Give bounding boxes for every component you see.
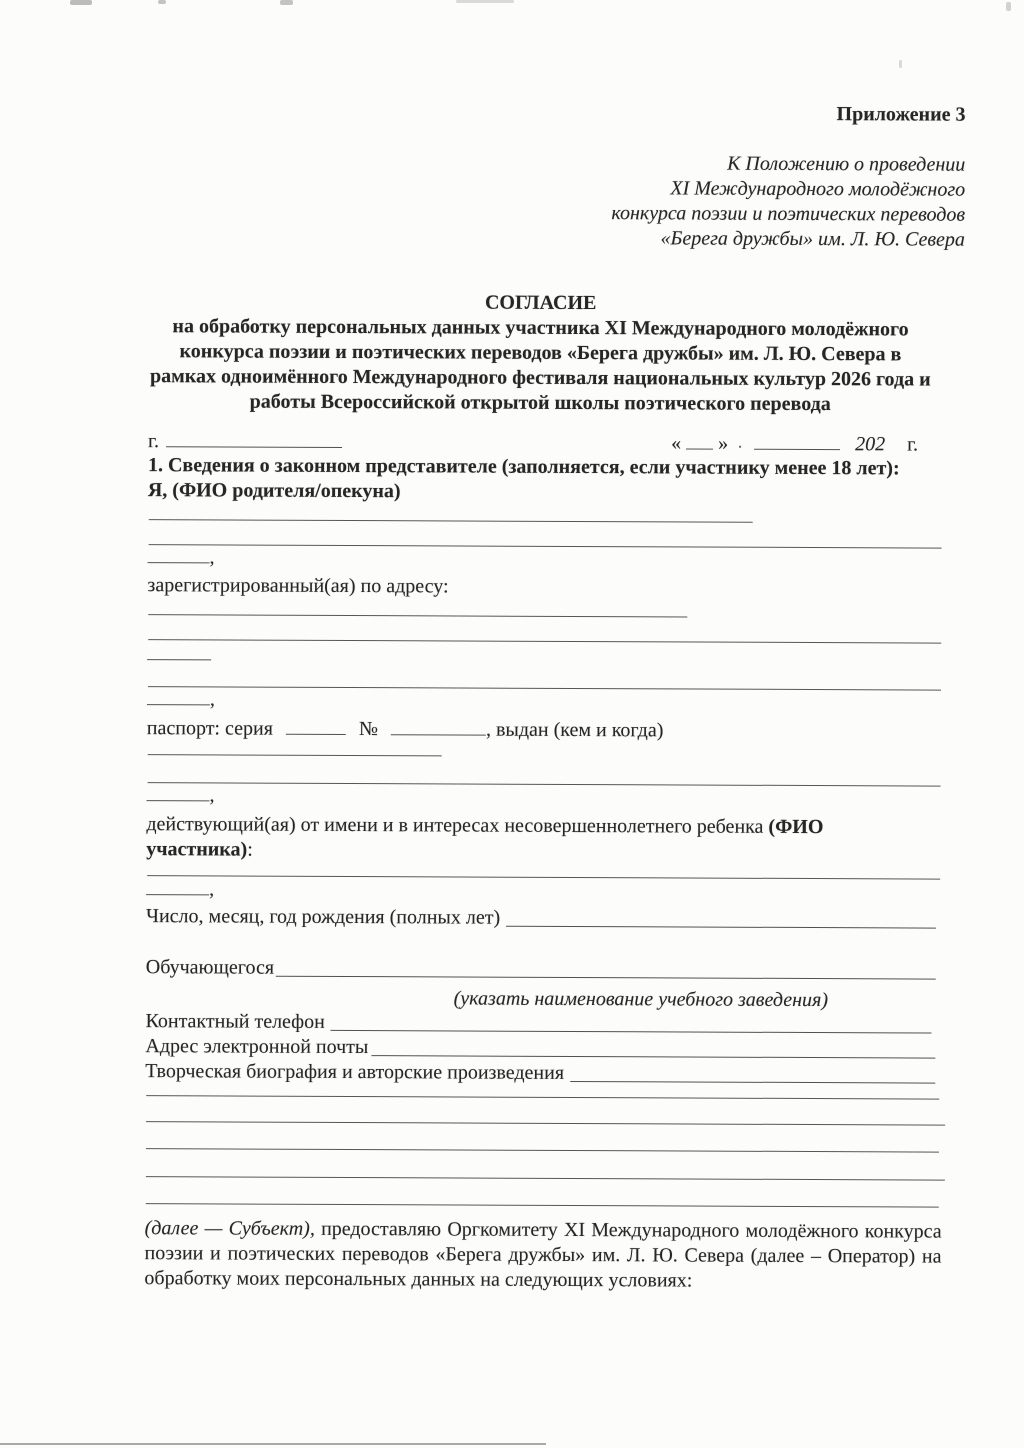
short-fill-row <box>146 877 214 901</box>
phone-label: Контактный телефон <box>145 1010 325 1033</box>
colon: : <box>247 838 253 861</box>
short-fill-line <box>148 560 210 563</box>
closing-paragraph <box>144 1216 941 1294</box>
short-fill-line <box>146 892 209 895</box>
fill-in-line <box>148 614 687 617</box>
registered-address-label: зарегистрированный(ая) по адресу: <box>147 574 449 598</box>
email-fill-line <box>371 1035 935 1058</box>
reference-line: «Берега дружбы» им. Л. Ю. Севера <box>660 227 966 251</box>
fill-in-line <box>148 754 442 756</box>
closing-body: предоставляю Оргкомитету XI Международного молодёжного конкурса поэзии и поэтических переводов «Берега дружбы» им. Л. Ю. Севера (далее – Оператор) на обработку моих персональных данных на следующих условиях: <box>144 1217 942 1292</box>
section1-heading: 1. Сведения о законном представителе (заполняется, если участнику менее 18 лет): <box>147 454 900 480</box>
comma: , <box>209 878 215 901</box>
acting-line <box>146 812 951 841</box>
bio-fill-line <box>570 1061 935 1084</box>
fill-in-line <box>149 519 753 523</box>
consent-title: СОГЛАСИЕ <box>484 291 597 315</box>
acting-paragraph <box>146 812 951 866</box>
short-fill-line <box>147 798 210 801</box>
consent-subtitle-line: работы Всероссийской открытой школы поэтического перевода <box>249 390 831 416</box>
consent-subtitle-line: конкурса поэзии и поэтических переводов «Берега дружбы» им. Л. Ю. Севера в <box>179 340 902 366</box>
closing-subject: (далее — Субъект), <box>144 1217 315 1240</box>
city-fill-line <box>166 444 342 448</box>
short-fill-line <box>147 702 210 705</box>
passport-issued-label: , выдан (кем и когда) <box>485 718 664 742</box>
reference-line: К Положению о проведении <box>727 152 966 176</box>
passport-row <box>147 716 664 742</box>
date-group <box>671 431 918 456</box>
reference-block <box>611 151 965 253</box>
passport-label: паспорт: серия <box>146 717 273 740</box>
birth-date-row <box>146 904 936 931</box>
bio-row <box>145 1059 935 1086</box>
fill-in-line <box>147 875 940 879</box>
date-quote-open: « <box>671 432 682 455</box>
acting-text: действующий(ая) от имени и в интересах несовершеннолетнего ребенка <box>146 813 764 838</box>
phone-row <box>145 1009 931 1036</box>
date-day-line <box>686 446 713 449</box>
passport-series-line <box>286 732 346 735</box>
date-month-line <box>754 447 840 450</box>
email-row <box>145 1034 935 1061</box>
acting-bold-text: (ФИО <box>768 815 824 839</box>
fill-in-line <box>146 1121 945 1125</box>
fill-in-line <box>149 544 942 548</box>
city-label: г. <box>148 430 160 453</box>
comma: , <box>209 688 215 711</box>
consent-subtitle-line: на обработку персональных данных участника XI Международного молодёжного <box>172 315 909 341</box>
comma: , <box>209 784 215 807</box>
institution-note: (указать наименование учебного заведения) <box>453 987 829 1012</box>
fill-in-line <box>148 639 941 643</box>
birth-date-label: Число, месяц, год рождения (полных лет) <box>145 905 501 929</box>
passport-number-sign: № <box>358 718 379 741</box>
consent-subtitle-line: рамках одноимённого Международного фестиваля национальных культур 2026 года и <box>149 365 931 391</box>
consent-subtitle <box>60 314 1020 418</box>
fill-in-line <box>146 1203 939 1207</box>
student-fill-line <box>276 956 936 980</box>
date-year-suffix: г. <box>907 433 919 456</box>
appendix-label: Приложение 3 <box>836 103 966 126</box>
phone-fill-line <box>331 1010 932 1034</box>
student-row <box>146 955 936 982</box>
acting-bold-text: участника) <box>146 838 248 861</box>
comma: , <box>209 546 215 569</box>
fill-in-line <box>146 1148 939 1152</box>
birth-date-fill-line <box>506 906 936 929</box>
place-date-row <box>148 429 942 456</box>
parent-name-intro: Я, (ФИО родителя/опекуна) <box>147 479 401 503</box>
bio-label: Творческая биография и авторские произведения <box>145 1060 565 1084</box>
short-fill-line <box>147 657 211 660</box>
short-fill-row <box>146 783 214 807</box>
fill-in-line <box>146 1095 939 1099</box>
date-quote-close: » <box>718 432 729 455</box>
fill-in-line <box>148 686 941 690</box>
fill-in-line <box>146 1176 945 1180</box>
short-fill-row <box>147 687 215 711</box>
passport-number-line <box>391 732 486 735</box>
short-fill-row <box>147 642 211 666</box>
student-label: Обучающегося <box>145 956 275 979</box>
date-year: 202 <box>855 433 886 456</box>
email-label: Адрес электронной почты <box>145 1035 369 1059</box>
acting-line <box>146 837 951 866</box>
fill-in-line <box>148 782 941 786</box>
reference-line: конкурса поэзии и поэтических переводов <box>611 202 966 226</box>
reference-line: XI Международного молодёжного <box>670 177 966 201</box>
scan-dot-artifact <box>739 446 741 448</box>
short-fill-row <box>148 545 215 569</box>
